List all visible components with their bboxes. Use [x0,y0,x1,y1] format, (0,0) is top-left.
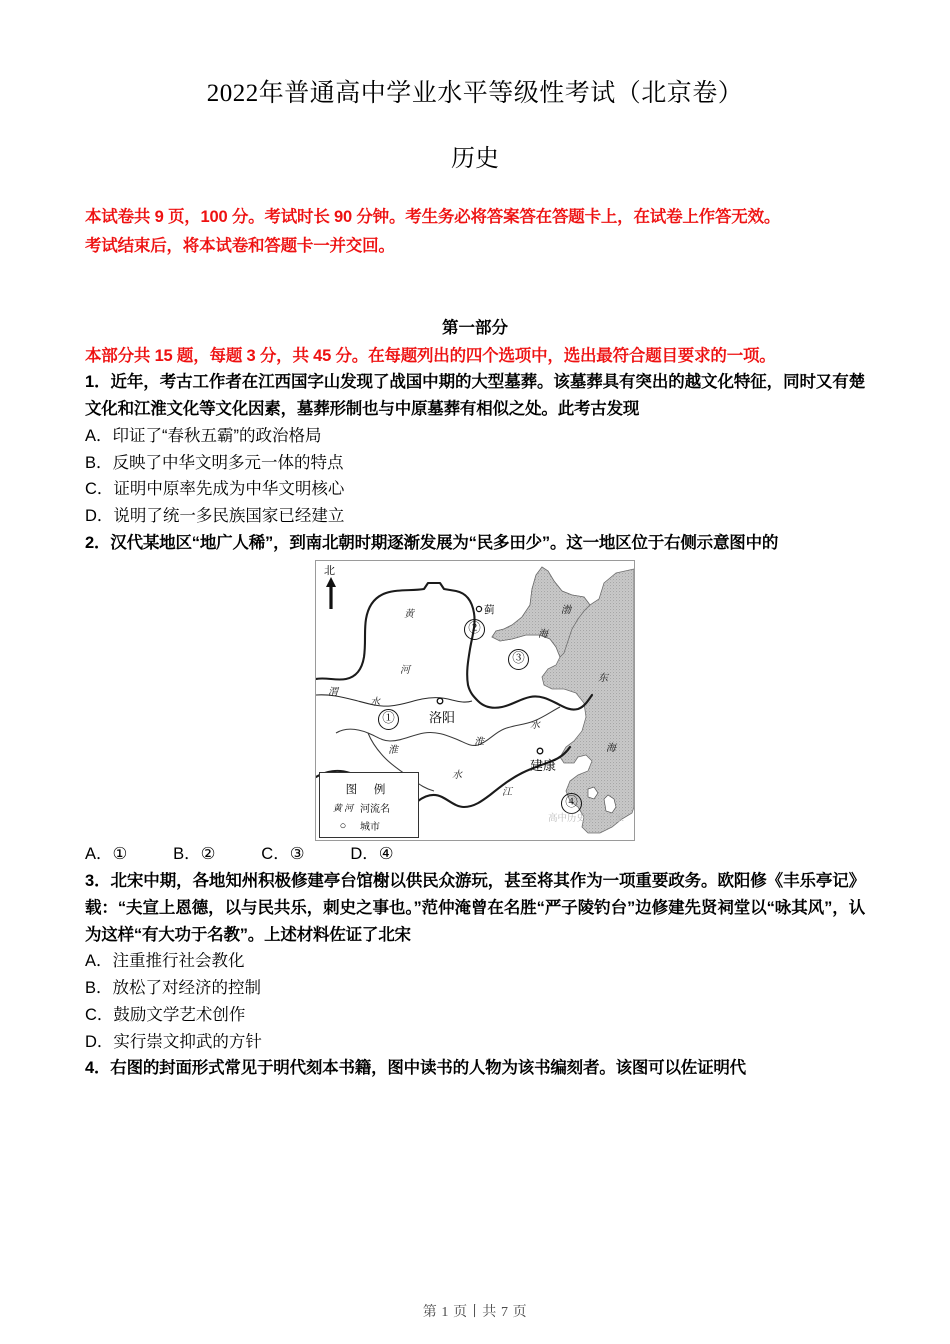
city-label-luoyang: 洛阳 [429,710,456,726]
map-marker-3[interactable]: ③ [508,649,529,670]
river-label-he: 河 [400,665,410,677]
question-1-stem: 1．近年，考古工作者在江西国字山发现了战国中期的大型墓葬。该墓葬具有突出的越文化特征，同时又有楚文化和江淮文化等文化因素，墓葬形制也与中原墓葬有相似之处。此考古发现 [85,373,865,419]
question-1-option-a[interactable]: A．印证了“春秋五霸”的政治格局 [85,426,322,445]
river-label-shui-east: 水 [530,720,540,732]
map-legend [319,772,419,838]
question-1-option-d[interactable]: D．说明了统一多民族国家已经建立 [85,507,345,526]
question-1-option-b[interactable]: B．反映了中华文明多元一体的特点 [85,453,344,472]
sea-label-dong: 东 [598,673,608,685]
map-legend-row-river [320,797,418,815]
part-one-heading: 第一部分 [442,318,508,337]
question-2-stem: 2．汉代某地区“地广人稀”，到南北朝时期逐渐发展为“民多田少”。这一地区位于右侧示意图中的 [85,533,779,552]
question-3-stem: 3．北宋中期，各地知州积极修建亭台馆榭以供民众游玩，甚至将其作为一项重要政务。欧阳修《丰乐亭记》载：“夫宣上恩德，以与民共乐，刺史之事也。”范仲淹曾在名胜“严子陵钓台”边修建先贤祠堂以“咏其风”，认为这样“有大功于名教”。上述材料佐证了北宋 [85,872,865,944]
map-watermark: 高中历史学习之家 [547,813,624,825]
river-label-huang: 黄 [404,609,414,621]
river-label-weishui: 水 [370,697,380,709]
city-label-ji: 蓟 [484,605,495,617]
sea-label-bohai: 海 [538,629,548,641]
river-label-huai-west: 淮 [388,745,398,757]
page-title: 2022年普通高中学业水平等级性考试（北京卷） [206,80,744,107]
exam-notice-line-1: 本试卷共 9 页，100 分。考试时长 90 分钟。考生务必将答案答在答题卡上，在试卷上作答无效。 [85,208,781,226]
map-legend-key-river: 黄 河 [332,803,354,814]
part-one-instruction: 本部分共 15 题，每题 3 分，共 45 分。在每题列出的四个选项中，选出最符合题目要求的一项。 [85,346,776,365]
exam-notice [85,173,865,262]
question-2-options[interactable]: A．① B．② C．③ D．④ [85,845,394,864]
question-3-option-c[interactable]: C．鼓励文学艺术创作 [85,1005,246,1024]
question-1-option-c[interactable]: C．证明中原率先成为中华文明核心 [85,480,345,499]
river-label-wei: 渭 [328,687,338,699]
north-arrow-glyph [324,577,338,609]
city-label-jiankang: 建康 [530,758,557,774]
question-4-stem: 4．右图的封面形式常见于明代刻本书籍，图中读书的人物为该书编刻者。该图可以佐证明代 [85,1059,746,1078]
map-legend-title: 图 例 [345,784,393,797]
north-arrow-icon: 北 [324,565,350,609]
city-circle-icon: ○ [339,819,347,832]
map-legend-value-city: 城市 [360,822,380,834]
map-marker-4[interactable]: ④ [561,793,582,814]
china-rivers-map [315,560,635,841]
question-3-option-d[interactable]: D．实行崇文抑武的方针 [85,1032,262,1051]
sea-label-bo: 渤 [561,605,571,617]
map-marker-2[interactable]: ② [464,619,485,640]
map-legend-row-city [320,815,418,833]
question-3-option-b[interactable]: B．放松了对经济的控制 [85,979,262,998]
question-3-option-a[interactable]: A．注重推行社会教化 [85,952,245,971]
exam-notice-line-2: 考试结束后，将本试卷和答题卡一并交回。 [85,237,395,256]
map-legend-value-river: 河流名 [360,804,390,816]
page-footer: 第 1 页丨共 7 页 [422,1305,528,1320]
map-marker-1[interactable]: ① [378,709,399,730]
river-label-jiang: 江 [502,787,512,799]
question-2-figure [85,556,865,841]
river-label-huai: 淮 [474,737,484,749]
subject-title: 历史 [451,146,499,172]
river-label-huaishui: 水 [452,770,462,782]
sea-label-donghai: 海 [606,743,616,755]
